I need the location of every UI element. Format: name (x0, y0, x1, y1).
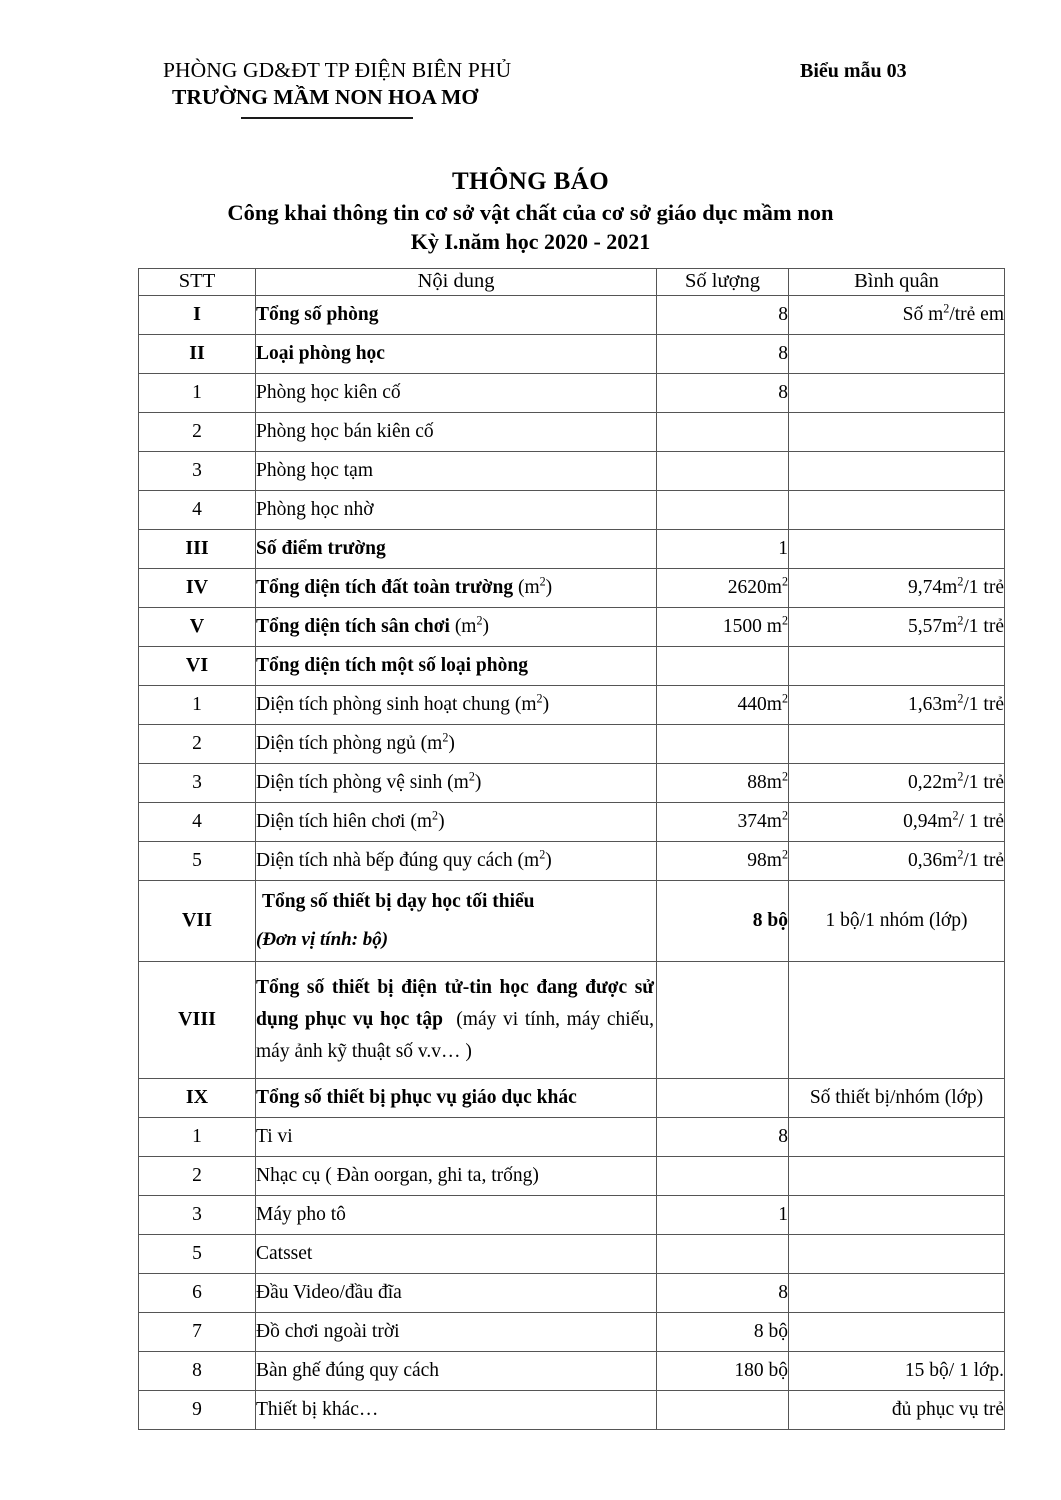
cell-so-luong: 8 (657, 295, 789, 334)
table-row (139, 646, 1005, 685)
cell-binh-quan: $0,94m^2/$ 1 trẻ (789, 802, 1005, 841)
cell-so-luong: 8 (657, 1117, 789, 1156)
cell-so-luong: 8 (657, 373, 789, 412)
cell-noi-dung: Phòng học kiên cố (256, 373, 657, 412)
cell-noi-dung: Số điểm trường (256, 529, 657, 568)
school-name: TRƯỜNG MẦM NON HOA MƠ (172, 85, 479, 109)
table-header-row (139, 269, 1005, 296)
cell-stt: 1 (139, 373, 256, 412)
cell-so-luong (657, 1234, 789, 1273)
cell-noi-dung: Bàn ghế đúng quy cách (256, 1351, 657, 1390)
cell-noi-dung: Đồ chơi ngoài trời (256, 1312, 657, 1351)
table-row (139, 568, 1005, 607)
facility-table (138, 268, 1005, 1430)
cell-so-luong: $2620m^2$ (657, 568, 789, 607)
cell-binh-quan: $5,57m^2/1$ trẻ (789, 607, 1005, 646)
cell-binh-quan (789, 1195, 1005, 1234)
cell-so-luong: 8 bộ (657, 880, 789, 961)
cell-stt: VII (139, 880, 256, 961)
cell-stt: IV (139, 568, 256, 607)
school-name-underline (241, 117, 413, 119)
cell-binh-quan: $0,36m^2/1$ trẻ (789, 841, 1005, 880)
cell-stt: IX (139, 1078, 256, 1117)
cell-stt: 1 (139, 1117, 256, 1156)
cell-stt: 3 (139, 451, 256, 490)
table-row (139, 802, 1005, 841)
page-term: Kỳ I.năm học 2020 - 2021 (410, 228, 651, 254)
cell-binh-quan: $1,63m^2/1$ trẻ (789, 685, 1005, 724)
cell-noi-dung: Phòng học tạm (256, 451, 657, 490)
table-row-viii (139, 961, 1005, 1078)
table-row (139, 529, 1005, 568)
cell-noi-dung: Diện tích nhà bếp đúng quy cách $(m^2)$ (256, 841, 657, 880)
table-row (139, 295, 1005, 334)
cell-stt: II (139, 334, 256, 373)
page-subtitle: Công khai thông tin cơ sở vật chất của cơ sở giáo dục mầm non (227, 199, 834, 225)
table-row (139, 334, 1005, 373)
cell-noi-dung (256, 880, 657, 961)
cell-noi-dung: Catsset (256, 1234, 657, 1273)
cell-noi-dung: Diện tích phòng ngủ $(m^2)$ (256, 724, 657, 763)
cell-noi-dung: Diện tích hiên chơi $(m^2)$ (256, 802, 657, 841)
cell-binh-quan (789, 529, 1005, 568)
cell-binh-quan: $9,74m^2/1$ trẻ (789, 568, 1005, 607)
cell-so-luong: $374m^2$ (657, 802, 789, 841)
table-row (139, 1234, 1005, 1273)
cell-binh-quan (789, 961, 1005, 1078)
table-row (139, 685, 1005, 724)
letterhead (0, 58, 1061, 128)
office-name: PHÒNG GD&ĐT TP ĐIỆN BIÊN PHỦ (163, 58, 512, 82)
cell-binh-quan (789, 1156, 1005, 1195)
cell-so-luong: 1500 $m^2$ (657, 607, 789, 646)
cell-noi-dung: Tổng số phòng (256, 295, 657, 334)
cell-so-luong: $440m^2$ (657, 685, 789, 724)
cell-binh-quan (789, 1234, 1005, 1273)
cell-binh-quan (789, 412, 1005, 451)
table-row (139, 1195, 1005, 1234)
cell-so-luong: 1 (657, 1195, 789, 1234)
cell-binh-quan (789, 1312, 1005, 1351)
cell-stt: 4 (139, 490, 256, 529)
cell-stt: 7 (139, 1312, 256, 1351)
cell-stt: 6 (139, 1273, 256, 1312)
cell-noi-dung: Loại phòng học (256, 334, 657, 373)
cell-binh-quan: đủ phục vụ trẻ (789, 1390, 1005, 1429)
cell-stt: VI (139, 646, 256, 685)
cell-stt: 5 (139, 841, 256, 880)
cell-so-luong: $88m^2$ (657, 763, 789, 802)
cell-binh-quan (789, 646, 1005, 685)
column-header-so-luong: Số lượng (657, 269, 789, 296)
cell-noi-dung: Diện tích phòng vệ $\sinh (m^2)$ (256, 763, 657, 802)
facility-table-wrapper (138, 268, 1004, 1430)
cell-binh-quan: 15 bộ/ 1 lớp. (789, 1351, 1005, 1390)
cell-noi-dung: Thiết bị khác… (256, 1390, 657, 1429)
cell-stt: 2 (139, 1156, 256, 1195)
cell-stt: 2 (139, 724, 256, 763)
table-row (139, 1156, 1005, 1195)
cell-so-luong: 180 bộ (657, 1351, 789, 1390)
cell-binh-quan (789, 490, 1005, 529)
cell-noi-dung: Tổng diện tích đất toàn trường $(m^2)$ (256, 568, 657, 607)
cell-binh-quan (789, 1273, 1005, 1312)
cell-stt: 3 (139, 1195, 256, 1234)
table-row (139, 1390, 1005, 1429)
table-row (139, 607, 1005, 646)
page-title: THÔNG BÁO (451, 168, 610, 195)
cell-stt: VIII (139, 961, 256, 1078)
cell-so-luong (657, 646, 789, 685)
cell-stt: V (139, 607, 256, 646)
cell-stt: 9 (139, 1390, 256, 1429)
cell-noi-dung: Phòng học bán kiên cố (256, 412, 657, 451)
cell-noi-dung: Đầu Video/đầu đĩa (256, 1273, 657, 1312)
cell-stt: 5 (139, 1234, 256, 1273)
cell-stt: 1 (139, 685, 256, 724)
cell-so-luong: $98m^2$ (657, 841, 789, 880)
cell-stt: 2 (139, 412, 256, 451)
table-head (139, 269, 1005, 296)
cell-so-luong (657, 1078, 789, 1117)
cell-noi-dung: Tổng diện tích sân chơi $(m^2)$ (256, 607, 657, 646)
cell-stt: III (139, 529, 256, 568)
cell-stt: I (139, 295, 256, 334)
cell-stt: 3 (139, 763, 256, 802)
cell-binh-quan: $0,22m^2/1$ trẻ (789, 763, 1005, 802)
cell-binh-quan (789, 1117, 1005, 1156)
cell-so-luong (657, 490, 789, 529)
column-header-stt: STT (139, 269, 256, 296)
cell-noi-dung: Tổng số thiết bị phục vụ giáo dục khác (256, 1078, 657, 1117)
table-row (139, 373, 1005, 412)
cell-so-luong: 1 (657, 529, 789, 568)
table-row (139, 724, 1005, 763)
cell-noi-dung: Nhạc cụ ( Đàn oorgan, ghi ta, trống) (256, 1156, 657, 1195)
cell-binh-quan (789, 373, 1005, 412)
title-block (0, 167, 1061, 256)
cell-noi-dung (256, 961, 657, 1078)
table-row (139, 1351, 1005, 1390)
cell-binh-quan (789, 451, 1005, 490)
cell-binh-quan: Số thiết bị/nhóm (lớp) (789, 1078, 1005, 1117)
cell-noi-dung: Ti vi (256, 1117, 657, 1156)
form-code: Biểu mẫu 03 (800, 60, 907, 82)
cell-binh-quan (789, 334, 1005, 373)
cell-so-luong (657, 451, 789, 490)
vii-title: Tổng số thiết bị dạy học tối thiểu (262, 891, 535, 913)
table-row (139, 412, 1005, 451)
cell-binh-quan: 1 bộ/1 nhóm (lớp) (789, 880, 1005, 961)
column-header-binh-quan: Bình quân (789, 269, 1005, 296)
table-row (139, 1312, 1005, 1351)
cell-so-luong (657, 724, 789, 763)
table-body (139, 295, 1005, 1429)
cell-binh-quan (789, 724, 1005, 763)
table-row (139, 1078, 1005, 1117)
table-row (139, 763, 1005, 802)
cell-noi-dung: Phòng học nhờ (256, 490, 657, 529)
cell-so-luong (657, 1156, 789, 1195)
viii-text: Tổng số thiết bị điện tử-tin học đang được sử dụng phục vụ học tập (máy vi tính, máy chiếu, máy ảnh kỹ thuật số v.v… ) (256, 977, 654, 1062)
cell-so-luong: 8 (657, 1273, 789, 1312)
cell-noi-dung: Máy pho tô (256, 1195, 657, 1234)
cell-binh-quan: Số $m^2$/trẻ em (789, 295, 1005, 334)
cell-so-luong (657, 1390, 789, 1429)
cell-stt: 8 (139, 1351, 256, 1390)
table-row-vii (139, 880, 1005, 961)
cell-noi-dung: Diện tích phòng sinh hoạt chung $(m^2)$ (256, 685, 657, 724)
table-row (139, 841, 1005, 880)
cell-stt: 4 (139, 802, 256, 841)
table-row (139, 1117, 1005, 1156)
cell-noi-dung: Tổng diện tích một số loại phòng (256, 646, 657, 685)
cell-so-luong (657, 412, 789, 451)
table-row (139, 451, 1005, 490)
column-header-noi-dung: Nội dung (256, 269, 657, 296)
table-row (139, 1273, 1005, 1312)
vii-unit: (Đơn vị tính: bộ) (256, 928, 389, 950)
cell-so-luong (657, 961, 789, 1078)
table-row (139, 490, 1005, 529)
cell-so-luong: 8 bộ (657, 1312, 789, 1351)
cell-so-luong: 8 (657, 334, 789, 373)
